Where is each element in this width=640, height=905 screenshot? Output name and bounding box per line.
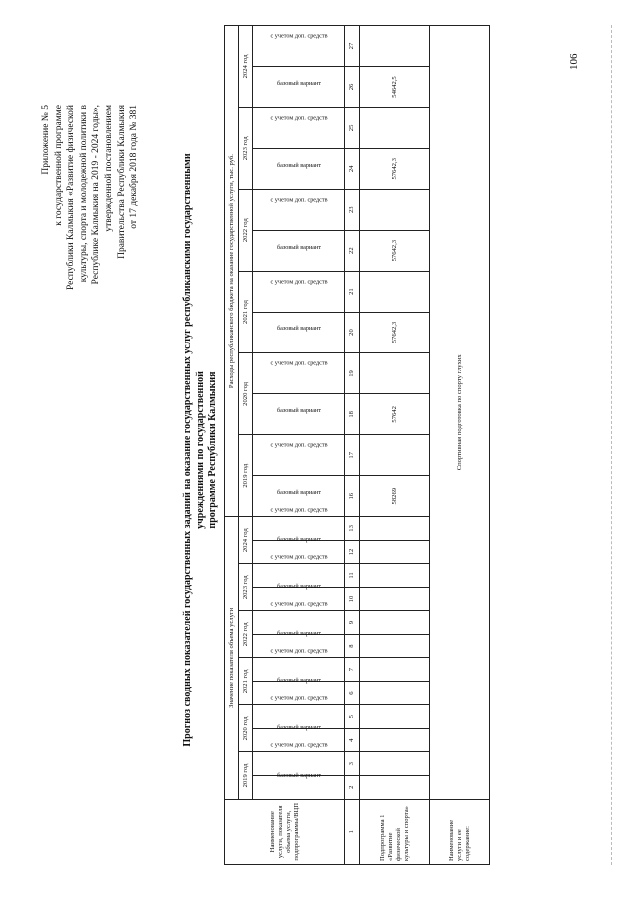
value-cell: 54642,5: [360, 67, 430, 108]
column-index-cell: 10: [345, 587, 360, 611]
column-index-cell: 8: [345, 634, 360, 658]
column-index-cell: 4: [345, 728, 360, 752]
appendix-line: Приложение № 5: [41, 105, 51, 175]
column-index-cell: 11: [345, 564, 360, 588]
appendix-line: утвержденной постановлением: [103, 105, 114, 232]
variant-base-header: базовый вариант: [253, 776, 345, 800]
service-name-cell: Спортивная подготовка по спорту глухих: [430, 26, 490, 800]
variant-extra-header: с учетом доп. средств: [253, 271, 345, 312]
year-header: 2020 год: [239, 705, 253, 752]
column-index-cell: 26: [345, 67, 360, 108]
bottom-divider: [611, 25, 612, 865]
column-index-cell: 18: [345, 394, 360, 435]
column-index-cell: 7: [345, 658, 360, 682]
value-cell: [360, 681, 430, 705]
value-cell: [360, 517, 430, 541]
column-index-cell: 13: [345, 517, 360, 541]
year-header: 2023 год: [239, 564, 253, 611]
column-index-cell: 12: [345, 540, 360, 564]
appendix-block: [40, 105, 141, 435]
variant-base-header: базовый вариант: [253, 230, 345, 271]
variant-extra-header: с учетом доп. средств: [253, 705, 345, 729]
value-cell: 57642,3: [360, 148, 430, 189]
column-index-cell: 27: [345, 26, 360, 67]
column-index-cell: 5: [345, 705, 360, 729]
column-index-cell: 16: [345, 476, 360, 517]
variant-base-header: базовый вариант: [253, 728, 345, 752]
column-index-cell: 1: [345, 799, 360, 864]
year-header: 2019 год: [239, 752, 253, 799]
value-cell: [360, 776, 430, 800]
variant-extra-header: с учетом доп. средств: [253, 189, 345, 230]
year-header: 2019 год: [239, 435, 253, 517]
title-line: программе Республики Калмыкия: [207, 371, 218, 529]
table-row-service: [430, 26, 490, 865]
variant-extra-header: с учетом доп. средств: [253, 517, 345, 541]
page-number: 106: [568, 53, 580, 70]
year-header: 2022 год: [239, 189, 253, 271]
year-header: 2021 год: [239, 658, 253, 705]
variant-extra-header: с учетом доп. средств: [253, 26, 345, 67]
appendix-line: Правительства Республики Калмыкия: [116, 105, 127, 259]
year-header: 2023 год: [239, 107, 253, 189]
table-row-subprogram: [360, 26, 430, 865]
col-header-name: Наименование услуги, показателя объема услуги, подпрограммы/ВЦП: [225, 799, 345, 864]
appendix-line: культуры, спорта и молодежной политики в: [78, 105, 89, 283]
variant-extra-header: с учетом доп. средств: [253, 353, 345, 394]
year-header: 2024 год: [239, 517, 253, 564]
value-cell: [360, 189, 430, 230]
appendix-line: Республике Калмыкия на 2019 - 2024 годы»,: [91, 105, 102, 285]
variant-base-header: базовый вариант: [253, 394, 345, 435]
year-header-row: [239, 26, 253, 865]
variant-extra-header: с учетом доп. средств: [253, 752, 345, 776]
value-cell: [360, 611, 430, 635]
group-header-volume: Значение показателя объема услуги: [225, 517, 239, 799]
variant-extra-header: с учетом доп. средств: [253, 611, 345, 635]
variant-base-header: базовый вариант: [253, 681, 345, 705]
appendix-line: от 17 декабря 2018 года № 381: [129, 105, 140, 229]
title-line: Прогноз сводных показателей государственных заданий на оказание государственных услуг республиканскими государственными учреждениями по государственной: [182, 153, 206, 747]
value-cell: [360, 26, 430, 67]
column-index-cell: 17: [345, 435, 360, 476]
year-header: 2020 год: [239, 353, 253, 435]
appendix-line: Республики Калмыкия «Развитие физической: [66, 105, 77, 291]
variant-base-header: базовый вариант: [253, 148, 345, 189]
column-index-cell: 2: [345, 776, 360, 800]
value-cell: [360, 540, 430, 564]
column-index-cell: 3: [345, 752, 360, 776]
value-cell: [360, 658, 430, 682]
value-cell: [360, 564, 430, 588]
row-label: Подпрограмма 1 «Развитие физической культуры и спорта»: [360, 799, 430, 864]
year-header: 2021 год: [239, 271, 253, 353]
column-index-cell: 9: [345, 611, 360, 635]
variant-base-header: базовый вариант: [253, 540, 345, 564]
value-cell: 57642,3: [360, 230, 430, 271]
column-index-cell: 23: [345, 189, 360, 230]
column-index-cell: 22: [345, 230, 360, 271]
value-cell: [360, 728, 430, 752]
document-title: [182, 145, 220, 755]
variant-base-header: базовый вариант: [253, 67, 345, 108]
column-index-cell: 6: [345, 681, 360, 705]
variant-extra-header: с учетом доп. средств: [253, 564, 345, 588]
year-header: 2022 год: [239, 611, 253, 658]
column-index-cell: 19: [345, 353, 360, 394]
value-cell: 57642,3: [360, 312, 430, 353]
variant-base-header: базовый вариант: [253, 587, 345, 611]
value-cell: [360, 435, 430, 476]
variant-header-row: [253, 26, 345, 865]
variant-extra-header: с учетом доп. средств: [253, 435, 345, 476]
column-index-cell: 24: [345, 148, 360, 189]
value-cell: [360, 587, 430, 611]
group-header-expenses: Расходы республиканского бюджета на оказание государственной услуги, тыс. руб.: [225, 26, 239, 517]
column-index-cell: 20: [345, 312, 360, 353]
value-cell: [360, 634, 430, 658]
value-cell: [360, 752, 430, 776]
variant-base-header: базовый вариант: [253, 634, 345, 658]
row-label: Наименование услуги и ее содержание:: [430, 799, 490, 864]
column-index-cell: 25: [345, 107, 360, 148]
value-cell: [360, 271, 430, 312]
forecast-table: [224, 25, 490, 865]
variant-base-header: базовый вариант: [253, 476, 345, 517]
column-index-row: [345, 26, 360, 865]
value-cell: [360, 353, 430, 394]
value-cell: [360, 705, 430, 729]
year-header: 2024 год: [239, 26, 253, 108]
appendix-line: к государственной программе: [53, 105, 64, 226]
value-cell: [360, 107, 430, 148]
variant-extra-header: с учетом доп. средств: [253, 107, 345, 148]
variant-base-header: базовый вариант: [253, 312, 345, 353]
column-index-cell: 21: [345, 271, 360, 312]
value-cell: 57642: [360, 394, 430, 435]
variant-extra-header: с учетом доп. средств: [253, 658, 345, 682]
value-cell: 58269: [360, 476, 430, 517]
